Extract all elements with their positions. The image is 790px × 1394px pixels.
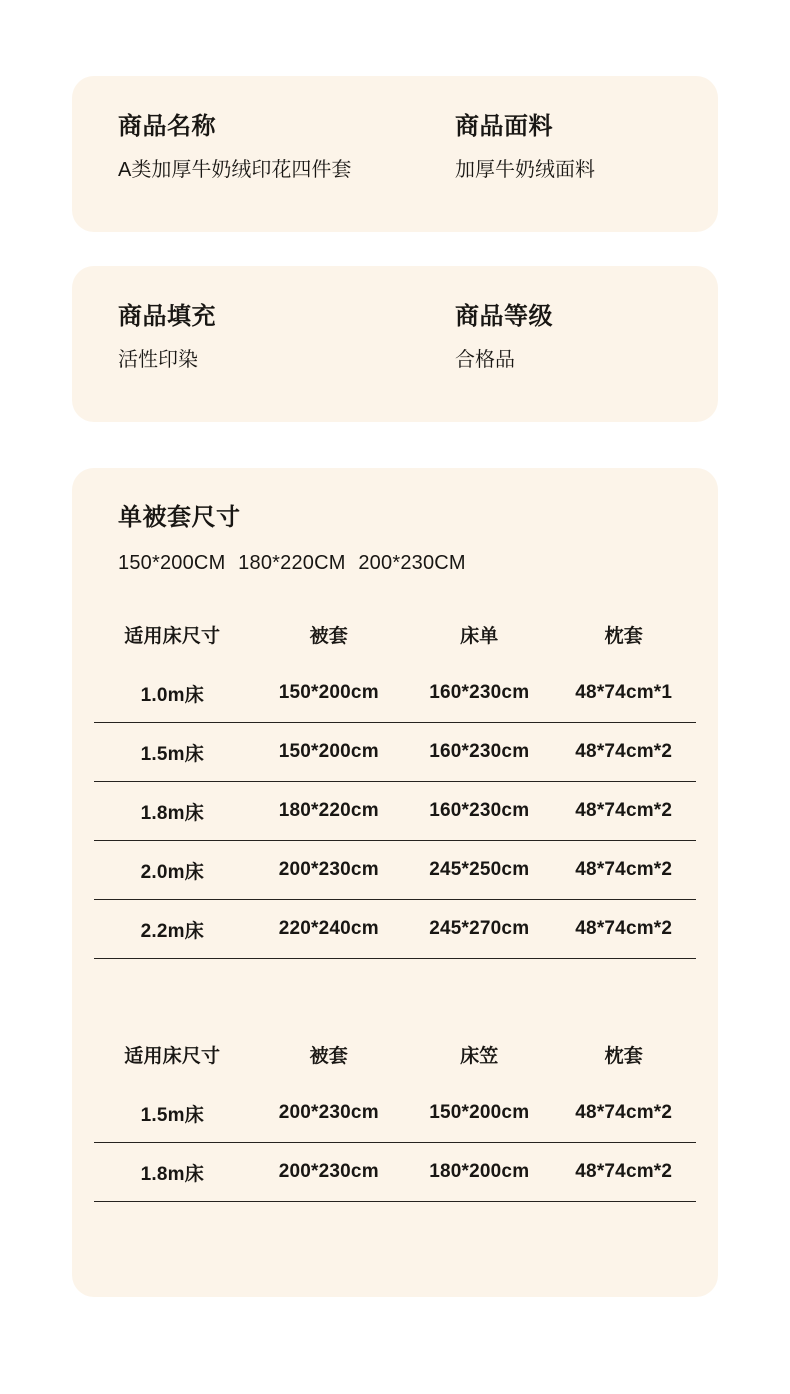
table-cell: 200*230cm	[278, 1102, 379, 1123]
table-cell: 1.8m床	[140, 802, 204, 824]
table-cell: 48*74cm*2	[575, 859, 673, 880]
field-value: 加厚牛奶绒面料	[455, 159, 595, 181]
table-cell: 180*200cm	[429, 1161, 530, 1182]
size-chart-title: 单被套尺寸	[118, 504, 241, 531]
table-cell: 245*250cm	[429, 859, 530, 880]
table-cell: 1.8m床	[140, 1163, 204, 1185]
table-cell: 150*200cm	[429, 1102, 530, 1123]
column-header-pillowcase: 枕套	[604, 626, 643, 647]
table-cell: 48*74cm*2	[575, 741, 673, 762]
table-cell: 245*270cm	[429, 918, 530, 939]
field-value: 合格品	[455, 349, 515, 371]
column-header-pillowcase: 枕套	[604, 1046, 643, 1067]
table-row	[94, 900, 696, 959]
table-cell: 1.0m床	[140, 684, 204, 706]
table-row	[94, 1143, 696, 1202]
table-header-row	[94, 605, 696, 664]
table-cell: 180*220cm	[278, 800, 379, 821]
table-cell: 48*74cm*2	[575, 800, 673, 821]
field-product-fabric	[455, 113, 672, 232]
column-header-bed-size: 适用床尺寸	[124, 626, 221, 647]
column-header-fitted-sheet: 床笠	[460, 1046, 499, 1067]
table-cell: 150*200cm	[278, 741, 379, 762]
table-row	[94, 723, 696, 782]
field-label: 商品名称	[118, 113, 216, 140]
table-cell: 160*230cm	[429, 741, 530, 762]
table-header-row	[94, 1025, 696, 1084]
field-label: 商品面料	[455, 113, 553, 140]
table-row	[94, 664, 696, 723]
column-header-duvet-cover: 被套	[309, 1046, 348, 1067]
table-cell: 200*230cm	[278, 859, 379, 880]
table-cell: 150*200cm	[278, 682, 379, 703]
table-row	[94, 1084, 696, 1143]
table-cell: 1.5m床	[140, 1104, 204, 1126]
size-chart-subtitle: 150*200CM 180*220CM 200*230CM	[118, 552, 466, 574]
table-cell: 160*230cm	[429, 682, 530, 703]
field-label: 商品填充	[118, 303, 216, 330]
table-row	[94, 841, 696, 900]
column-header-bed-size: 适用床尺寸	[124, 1046, 221, 1067]
table-cell: 200*230cm	[278, 1161, 379, 1182]
size-table-fitted-sheet	[94, 1025, 696, 1202]
table-cell: 2.2m床	[140, 920, 204, 942]
product-info-card-name-fabric	[72, 76, 718, 232]
field-product-grade	[455, 303, 672, 422]
table-cell: 48*74cm*2	[575, 1161, 673, 1182]
field-product-filling	[118, 303, 455, 422]
table-cell: 220*240cm	[278, 918, 379, 939]
size-table-flat-sheet	[94, 605, 696, 959]
size-chart-header	[94, 504, 696, 575]
field-value: 活性印染	[118, 349, 198, 371]
column-header-duvet-cover: 被套	[309, 626, 348, 647]
table-cell: 48*74cm*2	[575, 1102, 673, 1123]
table-cell: 48*74cm*1	[575, 682, 673, 703]
size-chart-card	[72, 468, 718, 1297]
table-row	[94, 782, 696, 841]
table-cell: 160*230cm	[429, 800, 530, 821]
table-cell: 2.0m床	[140, 861, 204, 883]
column-header-flat-sheet: 床单	[460, 626, 499, 647]
table-cell: 1.5m床	[140, 743, 204, 765]
field-value: A类加厚牛奶绒印花四件套	[118, 159, 352, 181]
field-label: 商品等级	[455, 303, 553, 330]
product-info-card-filling-grade	[72, 266, 718, 422]
field-product-name	[118, 113, 455, 232]
table-cell: 48*74cm*2	[575, 918, 673, 939]
